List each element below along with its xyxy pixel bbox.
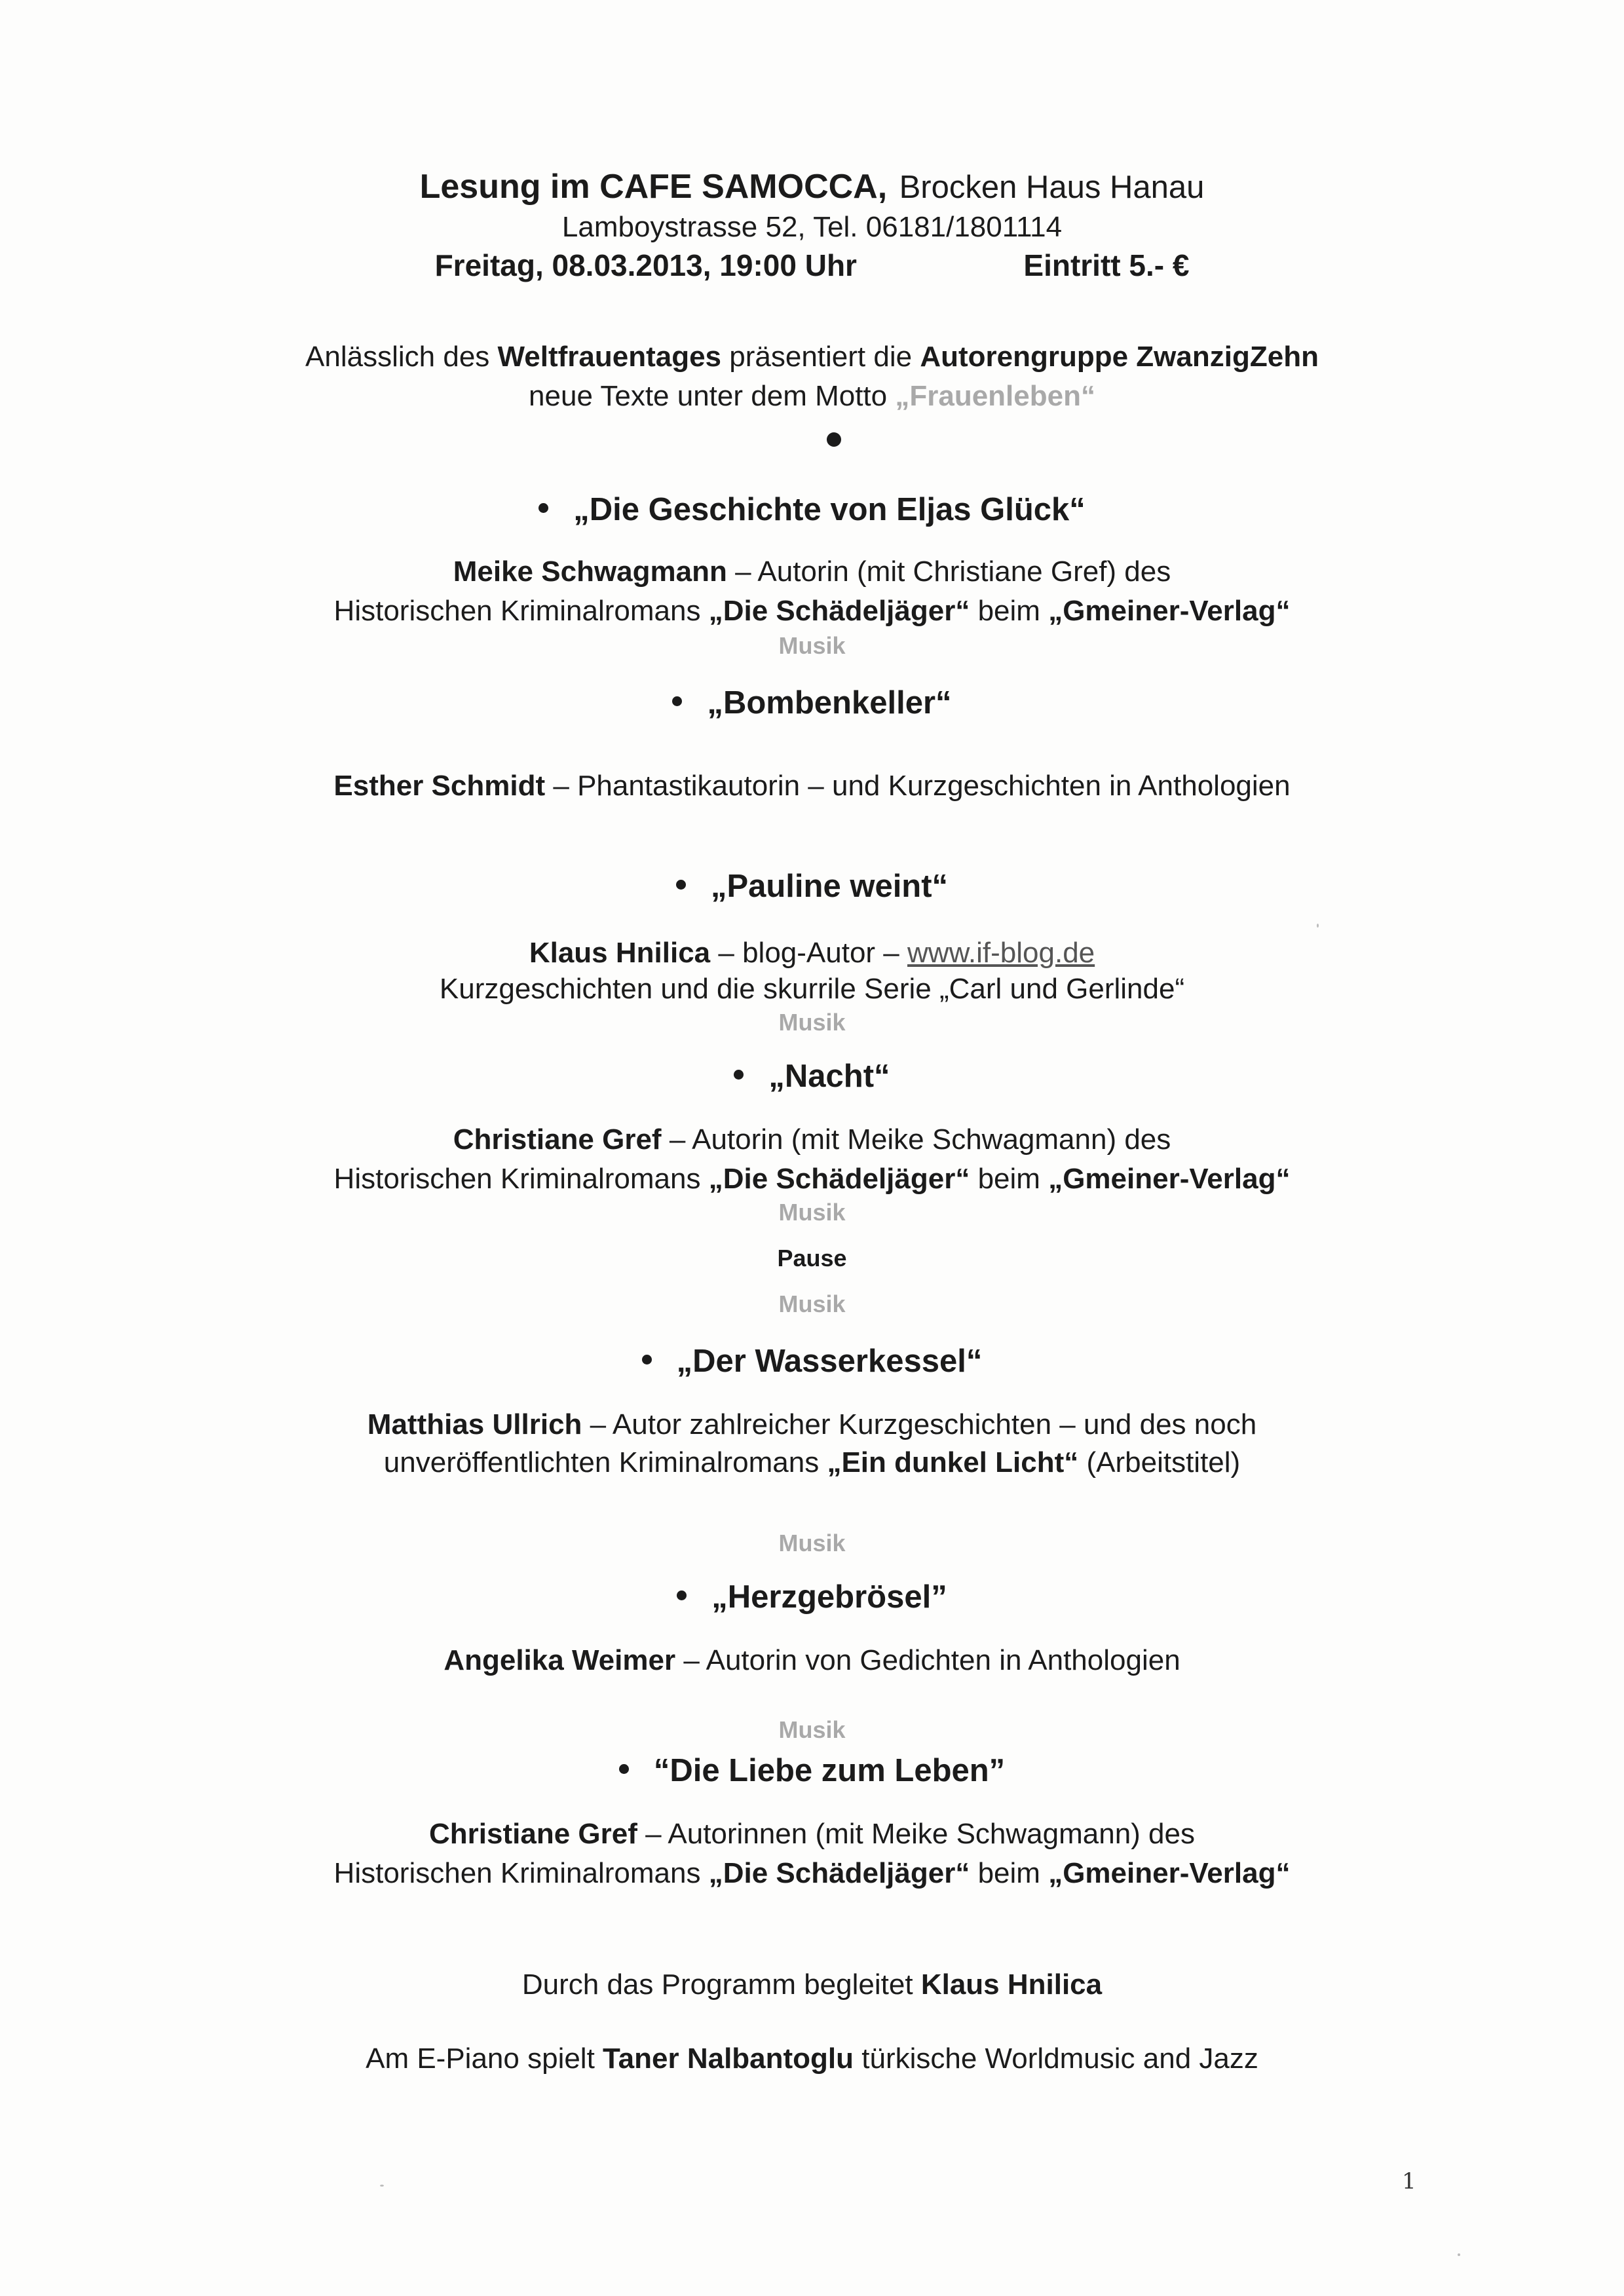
author-name: Meike Schwagmann	[453, 555, 727, 588]
blog-link[interactable]: www.if-blog.de	[907, 937, 1095, 969]
intro-group: Autorengruppe ZwanzigZehn	[920, 341, 1319, 373]
book-text: beim	[977, 595, 1040, 627]
book-genre: Historischen Kriminalromans	[333, 1857, 701, 1889]
program-author-line-1	[0, 555, 1624, 588]
author-description: – Autorinnen (mit Meike Schwagmann) des	[645, 1818, 1195, 1850]
scan-speck	[1458, 2253, 1460, 2256]
book-title: „Die Schädeljäger“	[708, 1163, 970, 1195]
bullet-icon	[677, 1590, 687, 1600]
piano-line	[0, 2042, 1624, 2075]
musik-interlude: Musik	[778, 1290, 846, 1317]
author-name: Christiane Gref	[453, 1123, 662, 1156]
program-author-line-7	[0, 1818, 1624, 1851]
intro-text: präsentiert die	[729, 341, 913, 373]
book-text: (Arbeitstitel)	[1086, 1446, 1241, 1478]
scan-speck	[380, 2185, 384, 2187]
program-book-line-5	[0, 1446, 1624, 1479]
book-title: „Die Schädeljäger“	[708, 1857, 970, 1889]
venue-name: Lesung im CAFE SAMOCCA,	[419, 168, 888, 206]
bullet-icon	[619, 1764, 629, 1774]
publisher: „Gmeiner-Verlag“	[1048, 1163, 1291, 1195]
program-title-text: „Der Wasserkessel“	[676, 1344, 983, 1379]
musik-interlude: Musik	[778, 1199, 846, 1226]
program-author-line-6	[0, 1644, 1624, 1677]
program-title-7	[0, 1752, 1624, 1789]
bullet-icon	[642, 1355, 652, 1364]
intro-occasion: Weltfrauentages	[497, 341, 722, 373]
publisher: „Gmeiner-Verlag“	[1048, 595, 1291, 627]
program-title-3	[0, 868, 1624, 905]
musik-interlude: Musik	[778, 632, 846, 659]
program-author-line-3	[0, 937, 1624, 969]
author-description: – blog-Autor –	[718, 937, 899, 969]
program-author-line-4	[0, 1123, 1624, 1156]
author-description: – Autorin (mit Meike Schwagmann) des	[669, 1123, 1171, 1156]
pianist-name: Taner Nalbantoglu	[603, 2042, 854, 2075]
program-title-text: „Die Geschichte von Eljas Glück“	[573, 492, 1086, 527]
venue-location: Brocken Haus Hanau	[899, 170, 1205, 205]
program-title-6	[0, 1579, 1624, 1615]
musik-interlude: Musik	[778, 1530, 846, 1556]
host-line	[0, 1968, 1624, 2001]
host-name: Klaus Hnilica	[920, 1968, 1103, 2001]
book-genre: Historischen Kriminalromans	[333, 595, 701, 627]
program-author-line-2	[0, 770, 1624, 802]
author-name: Klaus Hnilica	[529, 937, 711, 969]
intro-text: Anlässlich des	[305, 341, 490, 373]
author-name: Angelika Weimer	[444, 1644, 676, 1676]
book-title: „Ein dunkel Licht“	[827, 1446, 1079, 1478]
intro-line-1	[0, 341, 1624, 373]
program-title-5	[0, 1343, 1624, 1380]
venue-address: Lamboystrasse 52, Tel. 06181/1801114	[561, 211, 1063, 243]
separator-bullet	[827, 432, 841, 447]
musik-interlude: Musik	[778, 1009, 846, 1036]
program-book-line-7	[0, 1857, 1624, 1890]
program-title-text: „Pauline weint“	[710, 869, 949, 904]
program-author-line-5	[0, 1408, 1624, 1441]
scan-speck	[1317, 924, 1319, 928]
piano-genre: türkische Worldmusic and Jazz	[861, 2042, 1258, 2075]
intro-motto: „Frauenleben“	[895, 380, 1095, 412]
author-description: – Autorin (mit Christiane Gref) des	[735, 555, 1171, 588]
intro-text: neue Texte unter dem Motto	[529, 380, 888, 412]
musik-interlude: Musik	[778, 1716, 846, 1743]
date-admission-line	[0, 248, 1624, 283]
author-name: Esther Schmidt	[333, 770, 546, 802]
book-genre: unveröffentlichten Kriminalromans	[383, 1446, 820, 1478]
program-title-text: „Herzgebrösel”	[711, 1579, 947, 1615]
piano-text: Am E-Piano spielt	[366, 2042, 595, 2075]
host-text: Durch das Programm begleitet	[521, 1968, 913, 2001]
book-text: beim	[977, 1857, 1040, 1889]
admission-price: Eintritt 5.- €	[1023, 248, 1190, 282]
book-text: beim	[977, 1163, 1040, 1195]
program-title-text: „Nacht“	[768, 1059, 890, 1094]
author-name: Matthias Ullrich	[367, 1408, 582, 1440]
page-number: 1	[1402, 2168, 1416, 2194]
program-title-2	[0, 685, 1624, 721]
intro-line-2	[0, 380, 1624, 413]
author-description: – Autor zahlreicher Kurzgeschichten – und des noch	[590, 1408, 1257, 1440]
bullet-icon	[676, 880, 686, 890]
program-title-4	[0, 1058, 1624, 1095]
program-desc-line-3: Kurzgeschichten und die skurrile Serie „Carl und Gerlinde“	[439, 973, 1185, 1005]
venue-line	[0, 167, 1624, 206]
program-title-1	[0, 491, 1624, 528]
author-description: – Autorin von Gedichten in Anthologien	[683, 1644, 1180, 1676]
program-title-text: „Bombenkeller“	[707, 685, 952, 721]
author-name: Christiane Gref	[429, 1818, 637, 1850]
book-genre: Historischen Kriminalromans	[333, 1163, 701, 1195]
bullet-icon	[538, 503, 548, 513]
event-date: Freitag, 08.03.2013, 19:00 Uhr	[434, 248, 857, 282]
program-book-line-4	[0, 1163, 1624, 1195]
publisher: „Gmeiner-Verlag“	[1048, 1857, 1291, 1889]
bullet-icon	[672, 696, 682, 706]
book-title: „Die Schädeljäger“	[708, 595, 970, 627]
author-description: – Phantastikautorin – und Kurzgeschichten in Anthologien	[553, 770, 1291, 802]
program-title-text: “Die Liebe zum Leben”	[653, 1753, 1006, 1788]
program-book-line-1	[0, 595, 1624, 628]
pause-label: Pause	[777, 1245, 847, 1271]
bullet-icon	[734, 1070, 744, 1080]
